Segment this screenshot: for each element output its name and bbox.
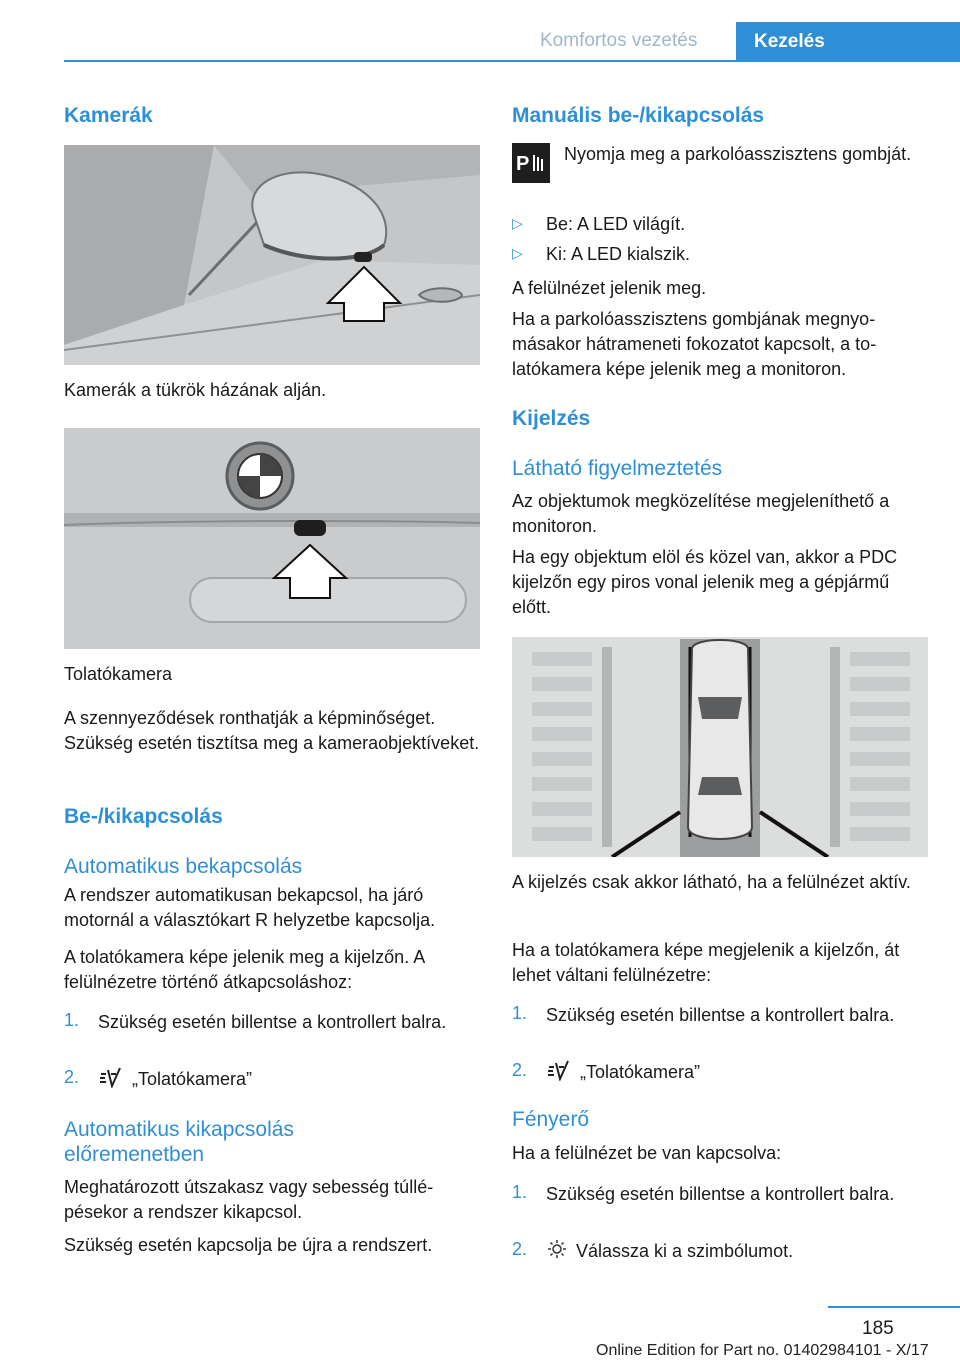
auto-off-heading-line-2: előremenetben <box>64 1143 205 1166</box>
footer-rule <box>828 1306 960 1308</box>
fig1-caption: Kamerák a tükrök házának alján. <box>64 380 327 400</box>
mirror-camera-illustration <box>64 145 480 365</box>
auto-on-text-1: A rendszer automatikusan bekapcsol, ha járó motornál a választókart R helyzetbe kapcsolja. <box>64 885 436 930</box>
header-chapter-tab: Kezelés <box>736 22 960 62</box>
step-number: 2. <box>512 1060 528 1080</box>
svg-text:P: P <box>516 153 530 175</box>
header-rule <box>64 60 960 62</box>
bullet-triangle-icon: ▷ <box>512 245 523 261</box>
park-assist-button-icon <box>512 143 550 183</box>
visible-warning-heading: Látható figyelmeztetés <box>512 457 723 480</box>
brightness-sun-icon <box>547 1239 567 1264</box>
step-text: Szükség esetén billentse a kontrollert balra. <box>546 1005 895 1025</box>
brightness-text: Ha a felülnézet be van kapcsolva: <box>512 1143 782 1163</box>
bullet-triangle-icon: ▷ <box>512 215 523 231</box>
mirror-camera-svg <box>64 145 480 365</box>
auto-off-heading <box>64 1117 294 1167</box>
auto-on-heading: Automatikus bekapcsolás <box>64 855 303 878</box>
step-number: 1. <box>512 1003 528 1023</box>
top-view-illustration <box>512 637 928 857</box>
switch-text: Ha a tolatókamera képe megjelenik a kijelzőn, át lehet váltani felülnézetre: <box>512 940 900 985</box>
header-section: Komfortos vezetés <box>540 30 698 51</box>
page-number: 185 <box>862 1318 894 1339</box>
auto-on-text-2: A tolatókamera képe jelenik meg a kijelzőn. A felülnézetre történő átkapcsoláshoz: <box>64 947 425 992</box>
onoff-heading: Be-/kikapcsolás <box>64 805 223 828</box>
manual-heading: Manuális be-/kikapcsolás <box>512 104 765 127</box>
display-heading: Kijelzés <box>512 407 591 430</box>
rear-camera-illustration <box>64 428 480 649</box>
step-number: 1. <box>512 1182 528 1202</box>
auto-off-heading-line-1: Automatikus kikapcsolás <box>64 1118 294 1141</box>
fig3-caption: A kijelzés csak akkor látható, ha a felülnézet aktív. <box>512 872 911 892</box>
topview-text: A felülnézet jelenik meg. <box>512 278 707 298</box>
dirt-warning-text: A szennyeződések ronthatják a képminőséget. Szükség esetén tisztítsa meg a kameraobjektíveket. <box>64 708 480 753</box>
edition-text: Online Edition for Part no. 01402984101 - X/17 <box>596 1342 929 1359</box>
auto-off-text-2: Szükség esetén kapcsolja be újra a rendszert. <box>64 1235 433 1255</box>
step-number: 2. <box>64 1067 80 1087</box>
step-text: „Tolatókamera” <box>132 1069 253 1089</box>
step-text: „Tolatókamera” <box>580 1062 701 1082</box>
rear-camera-icon <box>98 1066 124 1093</box>
rear-camera-icon <box>546 1059 572 1086</box>
step-text: Szükség esetén billentse a kontrollert balra. <box>546 1184 895 1204</box>
step-number: 2. <box>512 1239 528 1259</box>
visible-warning-text-1: Az objektumok megközelítése megjeleníthető a monitoron. <box>512 491 890 536</box>
manual-text: Nyomja meg a parkolóasszisztens gombját. <box>564 144 912 164</box>
visible-warning-text-2: Ha egy objektum elöl és közel van, akkor a PDC kijelzőn egy piros vonal jelenik meg a gépjármű előtt. <box>512 547 898 617</box>
cameras-heading: Kamerák <box>64 104 153 127</box>
bullet-text: Ki: A LED kialszik. <box>546 244 691 264</box>
bullet-text: Be: A LED világít. <box>546 214 686 234</box>
step-text: Válassza ki a szimbólumot. <box>576 1241 794 1261</box>
fig2-caption: Tolatókamera <box>64 664 173 684</box>
auto-off-text-1: Meghatározott útszakasz vagy sebesség túllépésekor a rendszer kikapcsol. <box>64 1177 434 1222</box>
step-number: 1. <box>64 1010 80 1030</box>
rear-camera-svg <box>64 428 480 649</box>
page-header <box>0 0 960 62</box>
brightness-heading: Fényerő <box>512 1108 590 1131</box>
top-view-svg <box>512 637 928 857</box>
reverse-text: Ha a parkolóasszisztens gombjának megnyomásakor hátrameneti fokozatot kapcsolt, a tolatókamera képe jelenik meg a monitoron. <box>512 309 877 379</box>
step-text: Szükség esetén billentse a kontrollert balra. <box>98 1012 447 1032</box>
